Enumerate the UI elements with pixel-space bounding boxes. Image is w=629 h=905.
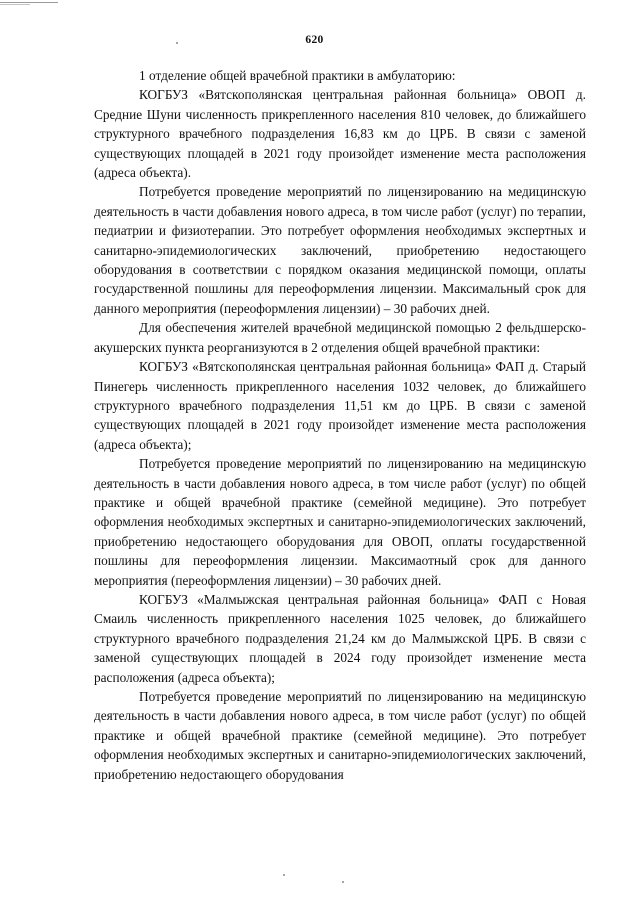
paragraph-licensing-1: Потребуется проведение мероприятий по лицензированию на медицинскую деятельность в части добавления нового адреса, в том числе работ (услуг) по терапии, педиатрии и физиотерапии. Это потребует оформления необходимых экспертных и санитарно-эпидемиологических заключений, приобретению недостающего оборудования в соответствии с порядком оказания медицинской помощи, оплаты государственной пошлины для переоформления лицензии. Максимальный срок для данного мероприятия (переоформления лицензии) – 30 рабочих дней. bbox=[94, 184, 586, 316]
scan-speck bbox=[283, 874, 285, 876]
scan-speck bbox=[176, 42, 178, 44]
page-number: 620 bbox=[305, 34, 324, 46]
scan-edge-line-secondary bbox=[0, 4, 30, 5]
scan-speck bbox=[342, 881, 344, 883]
paragraph-vyatskie-polyany-stary-pinegher: КОГБУЗ «Вятскополянская центральная районная больница» ФАП д. Старый Пинегерь численность прикрепленного населения 1032 человек, до ближайшего структурного врачебного подразделения 11,51 км до ЦРБ. В связи с заменой существующих площадей в 2021 году произойдет изменение места расположения (адреса объекта); bbox=[94, 359, 586, 452]
paragraph-malmyzh-novaya-smail: КОГБУЗ «Малмыжская центральная районная больница» ФАП с Новая Смаиль численность прикрепленного населения 1025 человек, до ближайшего структурного врачебного подразделения 21,24 км до Малмыжской ЦРБ. В связи с заменой существующих площадей в 2024 году произойдет изменение места расположения (адреса объекта); bbox=[94, 591, 586, 685]
paragraph-intro: 1 отделение общей врачебной практики в амбулаторию: bbox=[139, 68, 456, 83]
paragraph-licensing-2: Потребуется проведение мероприятий по лицензированию на медицинскую деятельность в части добавления нового адреса, в том числе работ (услуг) по общей практике и общей врачебной практике (семейной медицине). Это потребует оформления необходимых экспертных и санитарно-эпидемиологических заключений, приобретению недостающего оборудования для ОВОП, оплаты государственной пошлины для переоформления лицензии. Максимаотный срок для данного мероприятия (переоформления лицензии) – 30 рабочих дней. bbox=[94, 456, 586, 588]
paragraph-licensing-3: Потребуется проведение мероприятий по лицензированию на медицинскую деятельность в части добавления нового адреса, в том числе работ (услуг) по общей практике и общей врачебной практике (семейной медицине). Это потребует оформления необходимых экспертных и санитарно-эпидемиологических заключений, приобретению недостающего оборудования bbox=[94, 689, 586, 782]
scan-edge-line bbox=[0, 2, 58, 3]
paragraph-reorganization: Для обеспечения жителей врачебной медицинской помощью 2 фельдшерско-акушерских пункта реорганизуются в 2 отделения общей врачебной практики: bbox=[94, 320, 586, 355]
document-body bbox=[94, 66, 586, 784]
paragraph-vyatskie-polyany-srednie-shuni: КОГБУЗ «Вятскополянская центральная районная больница» ОВОП д. Средние Шуни численность прикрепленного населения 810 человек, до ближайшего структурного врачебного подразделения 16,83 км до ЦРБ. В связи с заменой существующих площадей в 2021 году произойдет изменение места расположения (адреса объекта). bbox=[94, 87, 586, 181]
